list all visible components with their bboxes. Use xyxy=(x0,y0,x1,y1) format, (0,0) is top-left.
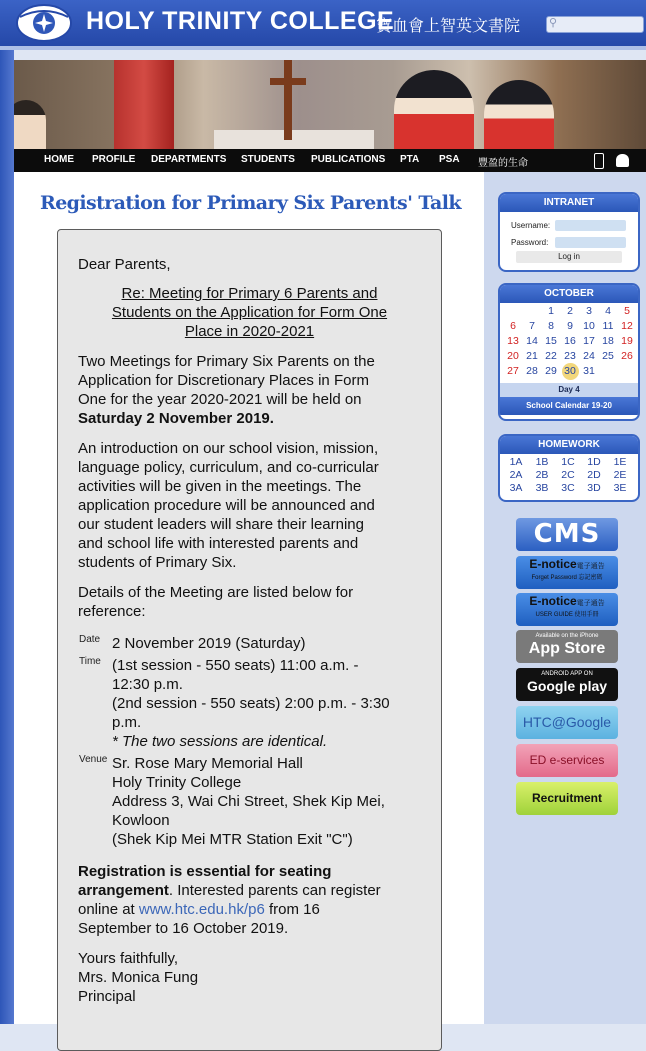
venue-value: Address 3, Wai Chi Street, Shek Kip Mei, xyxy=(112,793,385,810)
calendar-day[interactable]: 8 xyxy=(548,320,554,332)
nav-home[interactable]: HOME xyxy=(44,154,74,165)
intranet-title: INTRANET xyxy=(500,194,638,212)
homework-class-link[interactable]: 1D xyxy=(587,456,601,468)
nav-psa[interactable]: PSA xyxy=(439,154,460,165)
search-icon: ⚲ xyxy=(549,17,558,29)
letter-subject: Students on the Application for Form One xyxy=(111,304,388,321)
meeting-date-highlight: Saturday 2 November 2019. xyxy=(78,410,274,427)
letter-subject: Place in 2020-2021 xyxy=(184,323,315,340)
homework-class-link[interactable]: 3E xyxy=(613,482,627,494)
calendar-day[interactable]: 17 xyxy=(583,335,595,347)
letter-paragraph: language policy, curriculum, and co-curricular xyxy=(78,459,379,476)
sidebar xyxy=(484,172,646,1024)
calendar-day[interactable]: 22 xyxy=(545,350,557,362)
signatory-title: Principal xyxy=(78,988,136,1005)
nav-students[interactable]: STUDENTS xyxy=(241,154,295,165)
calendar-day-cycle: Day 4 xyxy=(500,383,638,397)
calendar-day[interactable]: 12 xyxy=(621,320,633,332)
letter-paragraph: our student leaders will share their learning xyxy=(78,516,364,533)
registration-note: Registration is essential for seating xyxy=(78,863,332,880)
left-decor-strip xyxy=(0,50,14,1024)
time-note: * The two sessions are identical. xyxy=(112,733,328,750)
time-value: 12:30 p.m. xyxy=(112,676,183,693)
calendar-day[interactable]: 16 xyxy=(564,335,576,347)
date-value: 2 November 2019 (Saturday) xyxy=(112,635,306,652)
calendar-day[interactable]: 7 xyxy=(529,320,535,332)
main-nav xyxy=(14,149,646,172)
calendar-day[interactable]: 20 xyxy=(507,350,519,362)
letter-paragraph: An introduction on our school vision, mission, xyxy=(78,440,379,457)
letter-paragraph: and school life with interested parents and xyxy=(78,535,359,552)
letter-paragraph: Two Meetings for Primary Six Parents on the xyxy=(78,353,375,370)
nav-departments[interactable]: DEPARTMENTS xyxy=(151,154,227,165)
calendar-box xyxy=(498,283,640,421)
venue-value: Holy Trinity College xyxy=(112,774,242,791)
login-button[interactable]: Log in xyxy=(516,251,622,263)
calendar-day[interactable]: 19 xyxy=(621,335,633,347)
password-label: Password: xyxy=(511,238,549,247)
username-label: Username: xyxy=(511,221,551,230)
calendar-day[interactable]: 9 xyxy=(567,320,573,332)
calendar-day[interactable]: 24 xyxy=(583,350,595,362)
calendar-day[interactable]: 28 xyxy=(526,365,538,377)
calendar-month[interactable]: OCTOBER xyxy=(500,285,638,303)
header-divider xyxy=(0,46,646,50)
letter-paragraph: activities will be given in the meetings. The xyxy=(78,478,362,495)
letter-paragraph: application procedure will be announced and xyxy=(78,497,375,514)
time-label: Time xyxy=(79,656,101,667)
venue-value: Sr. Rose Mary Memorial Hall xyxy=(112,755,303,772)
app-store-button[interactable]: Available on the iPhone App Store xyxy=(516,630,618,663)
letter-paragraph: One for the year 2020-2021 will be held on xyxy=(78,391,362,408)
enotice-forget-password-button[interactable]: E-notice電子通告 Forget Password 忘記密碼 xyxy=(516,556,618,589)
calendar-day[interactable]: 15 xyxy=(545,335,557,347)
homework-class-link[interactable]: 1C xyxy=(561,456,575,468)
nav-abundant-life[interactable]: 豐盈的生命 xyxy=(478,158,528,169)
site-header xyxy=(0,0,646,46)
site-title: HOLY TRINITY COLLEGE xyxy=(86,7,395,35)
homework-title: HOMEWORK xyxy=(500,436,638,454)
password-field[interactable] xyxy=(555,237,626,248)
calendar-day[interactable]: 29 xyxy=(545,365,557,377)
nav-profile[interactable]: PROFILE xyxy=(92,154,136,165)
venue-value: (Shek Kip Mei MTR Station Exit "C") xyxy=(112,831,353,848)
calendar-day[interactable]: 27 xyxy=(507,365,519,377)
site-title-chinese: 寶血會上智英文書院 xyxy=(376,16,521,35)
calendar-day[interactable]: 14 xyxy=(526,335,538,347)
calendar-day[interactable]: 4 xyxy=(605,305,611,317)
homework-class-link[interactable]: 2B xyxy=(535,469,549,481)
letter-paragraph: Application for Discretionary Places in Form xyxy=(78,372,369,389)
enotice-user-guide-button[interactable]: E-notice電子通告 USER GUIDE 使用手冊 xyxy=(516,593,618,626)
main-content xyxy=(14,172,484,1024)
intranet-login-box xyxy=(498,192,640,272)
homework-class-link[interactable]: 1E xyxy=(613,456,627,468)
registration-note: September to 16 October 2019. xyxy=(78,920,289,937)
calendar-day[interactable]: 13 xyxy=(507,335,519,347)
signatory-name: Mrs. Monica Fung xyxy=(78,969,199,986)
calendar-day[interactable]: 23 xyxy=(564,350,576,362)
calendar-day[interactable]: 2 xyxy=(567,305,573,317)
page-title: Registration for Primary Six Parents' Talk xyxy=(40,192,461,214)
calendar-day[interactable]: 10 xyxy=(583,320,595,332)
homework-class-link[interactable]: 3C xyxy=(561,482,575,494)
homework-class-link[interactable]: 2A xyxy=(509,469,523,481)
letter-paragraph: reference: xyxy=(78,603,146,620)
registration-note: arrangement. Interested parents can register xyxy=(78,882,381,899)
calendar-day[interactable]: 6 xyxy=(510,320,516,332)
nav-pta[interactable]: PTA xyxy=(400,154,420,165)
time-value: (2nd session - 550 seats) 2:00 p.m. - 3:30 xyxy=(112,695,390,712)
calendar-day[interactable]: 1 xyxy=(548,305,554,317)
htc-google-button[interactable]: HTC@Google xyxy=(516,706,618,739)
mobile-phone-icon[interactable] xyxy=(594,153,604,169)
letter-subject: Re: Meeting for Primary 6 Parents and xyxy=(121,285,378,302)
homework-class-link[interactable]: 3A xyxy=(509,482,523,494)
calendar-day[interactable]: 21 xyxy=(526,350,538,362)
calendar-day[interactable]: 11 xyxy=(602,320,614,332)
homework-class-link[interactable]: 2C xyxy=(561,469,575,481)
letter-closing: Yours faithfully, xyxy=(78,950,179,967)
time-value: (1st session - 550 seats) 11:00 a.m. - xyxy=(112,657,359,674)
notice-letter xyxy=(57,229,442,1051)
cms-button[interactable]: CMS xyxy=(516,518,618,551)
letter-paragraph: students of Primary Six. xyxy=(78,554,237,571)
letter-greeting: Dear Parents, xyxy=(78,256,171,273)
calendar-day[interactable]: 26 xyxy=(621,350,633,362)
venue-label: Venue xyxy=(79,754,108,765)
time-value: p.m. xyxy=(112,714,142,731)
homework-class-link[interactable]: 1A xyxy=(509,456,523,468)
calendar-day[interactable]: 30 xyxy=(564,365,576,377)
calendar-day[interactable]: 5 xyxy=(624,305,630,317)
calendar-day[interactable]: 18 xyxy=(602,335,614,347)
calendar-day[interactable]: 25 xyxy=(602,350,614,362)
recruitment-button[interactable]: Recruitment xyxy=(516,782,618,815)
homework-box xyxy=(498,434,640,502)
ed-eservices-button[interactable]: ED e-services xyxy=(516,744,618,777)
venue-value: Kowloon xyxy=(112,812,170,829)
google-play-button[interactable]: ANDROID APP ON Google play xyxy=(516,668,618,701)
homework-class-link[interactable]: 2D xyxy=(587,469,601,481)
hero-banner-image xyxy=(14,60,646,150)
calendar-day[interactable]: 31 xyxy=(583,365,595,377)
registration-note: online at www.htc.edu.hk/p6 from 16 xyxy=(78,901,320,918)
homework-class-link[interactable]: 2E xyxy=(613,469,627,481)
homework-class-link[interactable]: 3D xyxy=(587,482,601,494)
school-calendar-link[interactable]: School Calendar 19-20 xyxy=(500,397,638,415)
search-input[interactable] xyxy=(546,16,644,33)
username-field[interactable] xyxy=(555,220,626,231)
homework-class-link[interactable]: 3B xyxy=(535,482,549,494)
nav-publications[interactable]: PUBLICATIONS xyxy=(311,154,386,165)
college-crest-logo[interactable] xyxy=(14,3,74,43)
letter-paragraph: Details of the Meeting are listed below for xyxy=(78,584,354,601)
android-icon[interactable] xyxy=(616,154,629,167)
registration-link[interactable]: www.htc.edu.hk/p6 xyxy=(138,901,265,918)
date-label: Date xyxy=(79,634,101,645)
calendar-day[interactable]: 3 xyxy=(586,305,592,317)
homework-class-link[interactable]: 1B xyxy=(535,456,549,468)
